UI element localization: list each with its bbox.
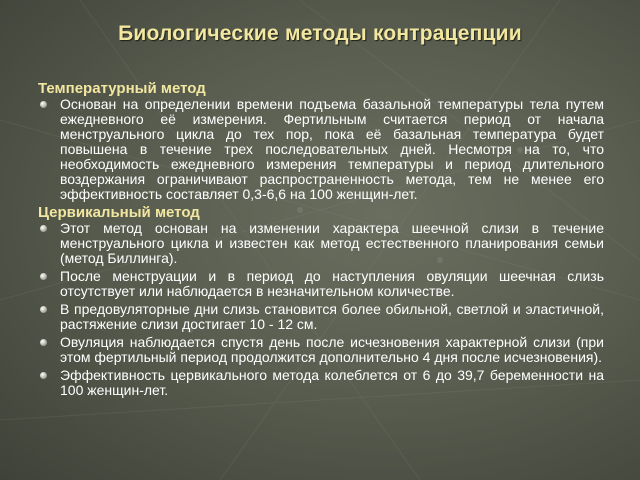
list-item bbox=[38, 97, 604, 202]
bullet-icon bbox=[40, 101, 47, 108]
list-item-text: В предовуляторные дни слизь становится более обильной, светлой и эластичной, растяжение слизи достигает 10 - 12 см. bbox=[60, 301, 604, 332]
slide-title: Биологические методы контрацепции bbox=[118, 22, 522, 45]
section-heading-temperature: Температурный метод bbox=[38, 80, 206, 97]
list-item-text: Овуляция наблюдается спустя день после исчезновения характерной слизи (при этом фертильный период продолжится дополнительно 4 дня после исчезновения). bbox=[60, 334, 604, 365]
list-item bbox=[38, 269, 604, 299]
bullet-icon bbox=[40, 372, 47, 379]
list-item bbox=[38, 335, 604, 365]
bullet-icon bbox=[40, 306, 47, 313]
bullet-icon bbox=[40, 225, 47, 232]
section-heading-cervical: Цервикальный метод bbox=[38, 204, 200, 221]
list-item-text: После менструации и в период до наступления овуляции шеечная слизь отсутствует или наблюдается в незначительном количестве. bbox=[60, 268, 604, 299]
list-item-text: Основан на определении времени подъема базальной температуры тела путем ежедневного её измерения. Фертильным считается период от начала менструального цикла до тех пор, пока её базальная температура будет повышена в течение трех последовательных дней. Несмотря на то, что необходимость ежедневного измерения температуры и период длительного воздержания ограничивают распространенность метода, тем не менее его эффективность составляет 0,3-6,6 на 100 женщин-лет. bbox=[60, 96, 604, 202]
bullet-icon bbox=[40, 273, 47, 280]
list-item-text: Эффективность цервикального метода колеблется от 6 до 39,7 беременности на 100 женщин-лет. bbox=[60, 367, 604, 398]
list-item bbox=[38, 221, 604, 266]
list-item-text: Этот метод основан на изменении характера шеечной слизи в течение менструального цикла и известен как метод естественного планирования семьи (метод Биллинга). bbox=[60, 220, 604, 266]
list-item bbox=[38, 302, 604, 332]
slide-content bbox=[38, 80, 604, 398]
list-item bbox=[38, 368, 604, 398]
bullet-icon bbox=[40, 339, 47, 346]
